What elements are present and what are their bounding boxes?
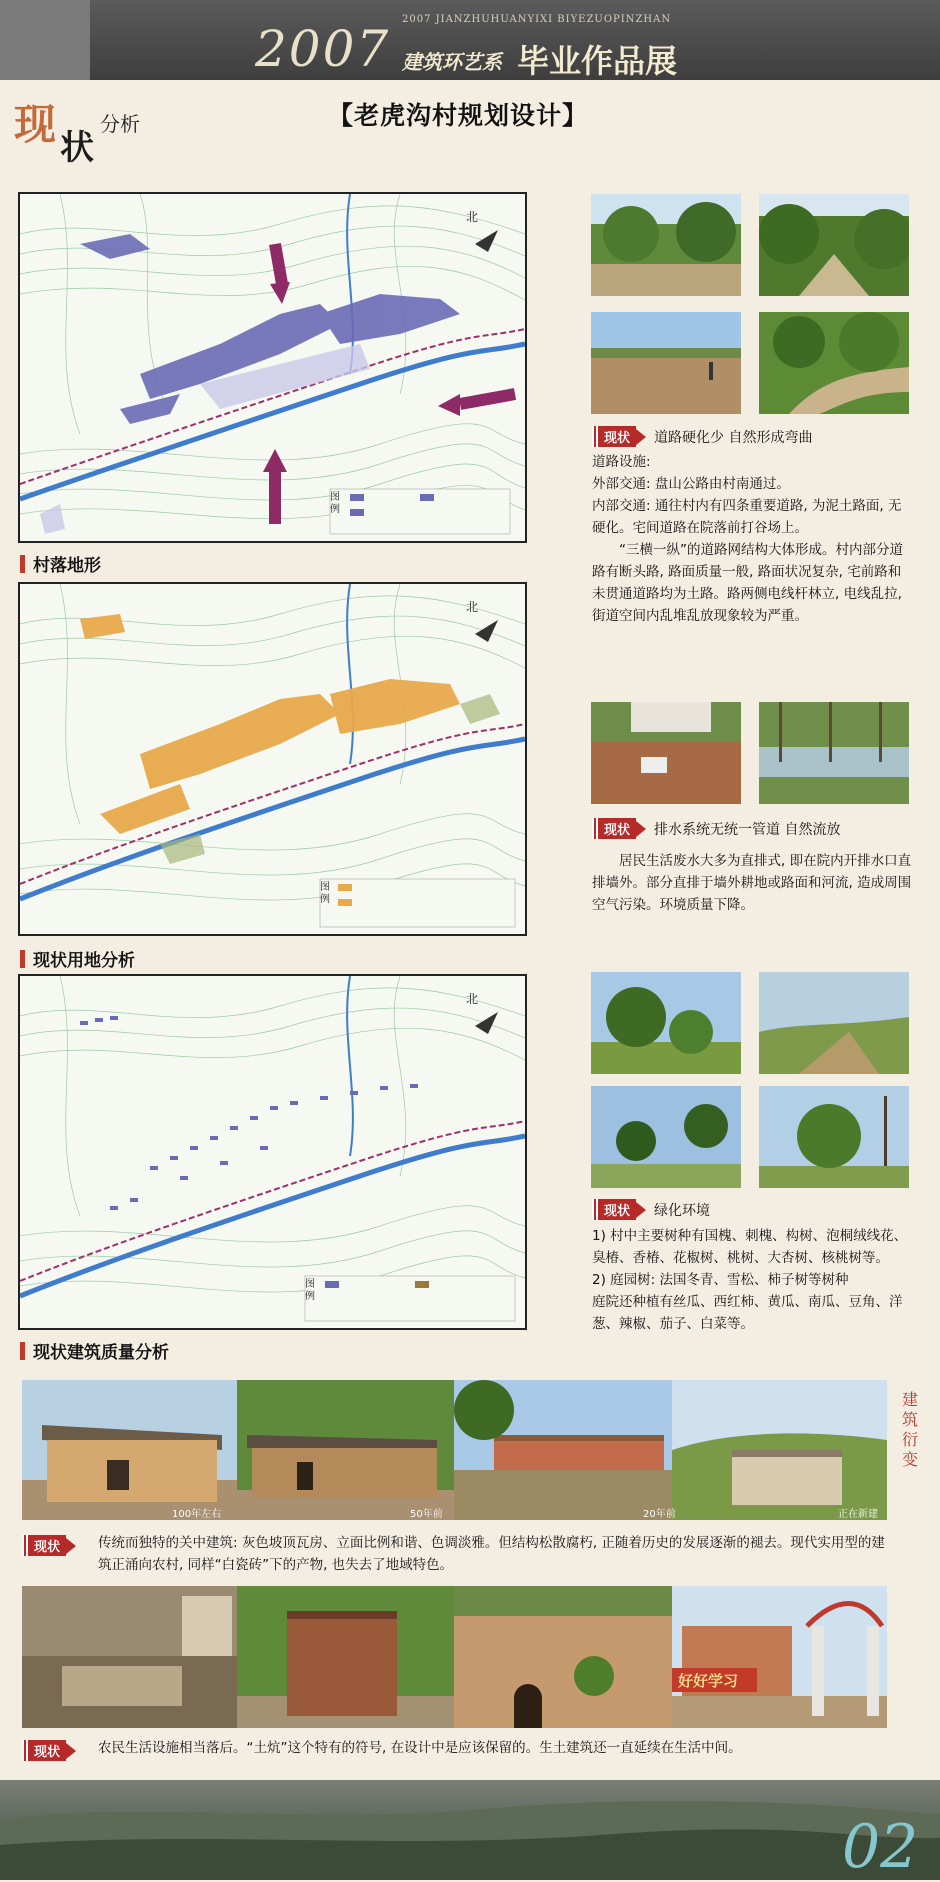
- facilities-tag-label: 现状: [22, 1740, 66, 1761]
- photo-cave-dwelling: [454, 1586, 672, 1728]
- facilities-tag: [22, 1740, 84, 1761]
- section-buildings-label: 现状建筑质量分析: [33, 1343, 169, 1363]
- roads-tag: [592, 426, 812, 447]
- page-number: 02: [842, 1812, 919, 1882]
- vertical-note: 建筑衍变: [902, 1390, 919, 1469]
- green-tag: [592, 1199, 710, 1220]
- north-label-3: 北: [466, 992, 479, 1006]
- roads-caption: 道路硬化少 自然形成弯曲: [654, 429, 813, 446]
- main-title: 【老虎沟村规划设计】: [328, 101, 589, 130]
- drainage-caption: 排水系统无统一管道 自然流放: [654, 821, 841, 838]
- label-100y: 100年左右: [172, 1509, 222, 1520]
- corner-char-1: 现: [14, 100, 57, 149]
- building-quality-map: [18, 974, 527, 1330]
- header-expo: 毕业作品展: [517, 42, 678, 80]
- photo-road-1: [591, 194, 741, 296]
- buildings-caption: 传统而独特的关中建筑: 灰色坡顶瓦房、立面比例和谐、色调淡雅。但结构松散腐朽, 正随着历史的发展逐渐的褪去。现代实用型的建筑正涌向农村, 同样“白瓷砖”下的产物, 也失去了地域特色。: [98, 1535, 885, 1573]
- photo-building-100y: [22, 1380, 237, 1520]
- north-label-2: 北: [466, 600, 479, 614]
- school-sign: 好好学习: [678, 1672, 739, 1690]
- legend-label-3: 图例: [305, 1279, 315, 1302]
- header-dept: 建筑环艺系: [402, 50, 502, 74]
- photo-green-3: [591, 1086, 741, 1188]
- label-20y: 20年前: [643, 1509, 676, 1520]
- footer-landscape: [0, 1780, 940, 1880]
- facilities-caption: 农民生活设施相当落后。“土炕”这个特有的符号, 在设计中是应该保留的。生土建筑还一直延续在生活中间。: [98, 1740, 742, 1756]
- photo-green-4: [759, 1086, 909, 1188]
- header-corner-block: [0, 0, 90, 80]
- buildings-tag: [22, 1535, 84, 1556]
- drainage-tag: [592, 818, 840, 839]
- roads-heading: 道路设施:: [592, 454, 651, 470]
- photo-green-2: [759, 972, 909, 1074]
- drainage-para: 居民生活废水大多为直排式, 即在院内开排水口直排墙外。部分直排于墙外耕地或路面和河流, 造成周围空气污染。环境质量下降。: [592, 853, 912, 913]
- photo-drainage-1: [591, 702, 741, 804]
- drainage-tag-label: 现状: [592, 818, 636, 839]
- corner-char-2: 状: [60, 128, 94, 168]
- photo-road-3: [591, 312, 741, 414]
- section-terrain: [20, 551, 101, 576]
- roads-para: “三横一纵”的道路网结构大体形成。村内部分道路有断头路, 路面质量一般, 路面状况复杂, 宅前路和未贯通道路均为土路。路两侧电线杆林立, 电线乱拉, 街道空间内乱堆乱放现象较为严重。: [592, 542, 903, 624]
- legend-label: 图例: [330, 492, 340, 515]
- photo-school-gate: [672, 1586, 887, 1728]
- photo-road-4: [759, 312, 909, 414]
- roads-text: [592, 451, 912, 627]
- green-caption: 绿化环境: [654, 1202, 711, 1219]
- photo-brick-structure: [237, 1586, 454, 1728]
- photo-building-20y: [454, 1380, 672, 1520]
- land-use-map: [18, 582, 527, 936]
- section-terrain-label: 村落地形: [33, 556, 101, 576]
- corner-char-3: 分析: [100, 112, 140, 136]
- photo-kang: [22, 1586, 237, 1728]
- photo-green-1: [591, 972, 741, 1074]
- photo-building-50y: [237, 1380, 454, 1520]
- green-text: [592, 1225, 912, 1335]
- roads-tag-label: 现状: [592, 426, 636, 447]
- green-p3: 庭院还种植有丝瓜、西红柿、黄瓜、南瓜、豆角、洋葱、辣椒、茄子、白菜等。: [592, 1294, 903, 1332]
- label-new: 正在新建: [838, 1509, 878, 1520]
- photo-drainage-2: [759, 702, 909, 804]
- green-p2: 2) 庭园树: 法国冬青、雪松、柿子树等树种: [592, 1272, 849, 1288]
- north-label: 北: [466, 210, 479, 224]
- green-p1: 1) 村中主要树种有国槐、刺槐、构树、泡桐绒线花、臭椿、香椿、花椒树、桃树、大杏树、核桃树等。: [592, 1228, 908, 1266]
- header-pinyin: 2007 JIANZHUHUANYIXI BIYEZUOPINZHAN: [402, 14, 672, 25]
- section-land-use-label: 现状用地分析: [33, 951, 135, 971]
- section-land-use: [20, 946, 135, 971]
- roads-outer: 外部交通: 盘山公路由村南通过。: [592, 476, 790, 492]
- section-buildings: [20, 1338, 169, 1363]
- buildings-tag-label: 现状: [22, 1535, 66, 1556]
- photo-building-new: [672, 1380, 887, 1520]
- photo-road-2: [759, 194, 909, 296]
- header-year: 2007: [255, 20, 391, 78]
- roads-inner: 内部交通: 通往村内有四条重要道路, 为泥土路面, 无硬化。宅间道路在院落前打谷场上。: [592, 498, 902, 536]
- green-tag-label: 现状: [592, 1199, 636, 1220]
- terrain-map: [18, 192, 527, 543]
- label-50y: 50年前: [410, 1509, 443, 1520]
- legend-label-2: 图例: [320, 882, 330, 905]
